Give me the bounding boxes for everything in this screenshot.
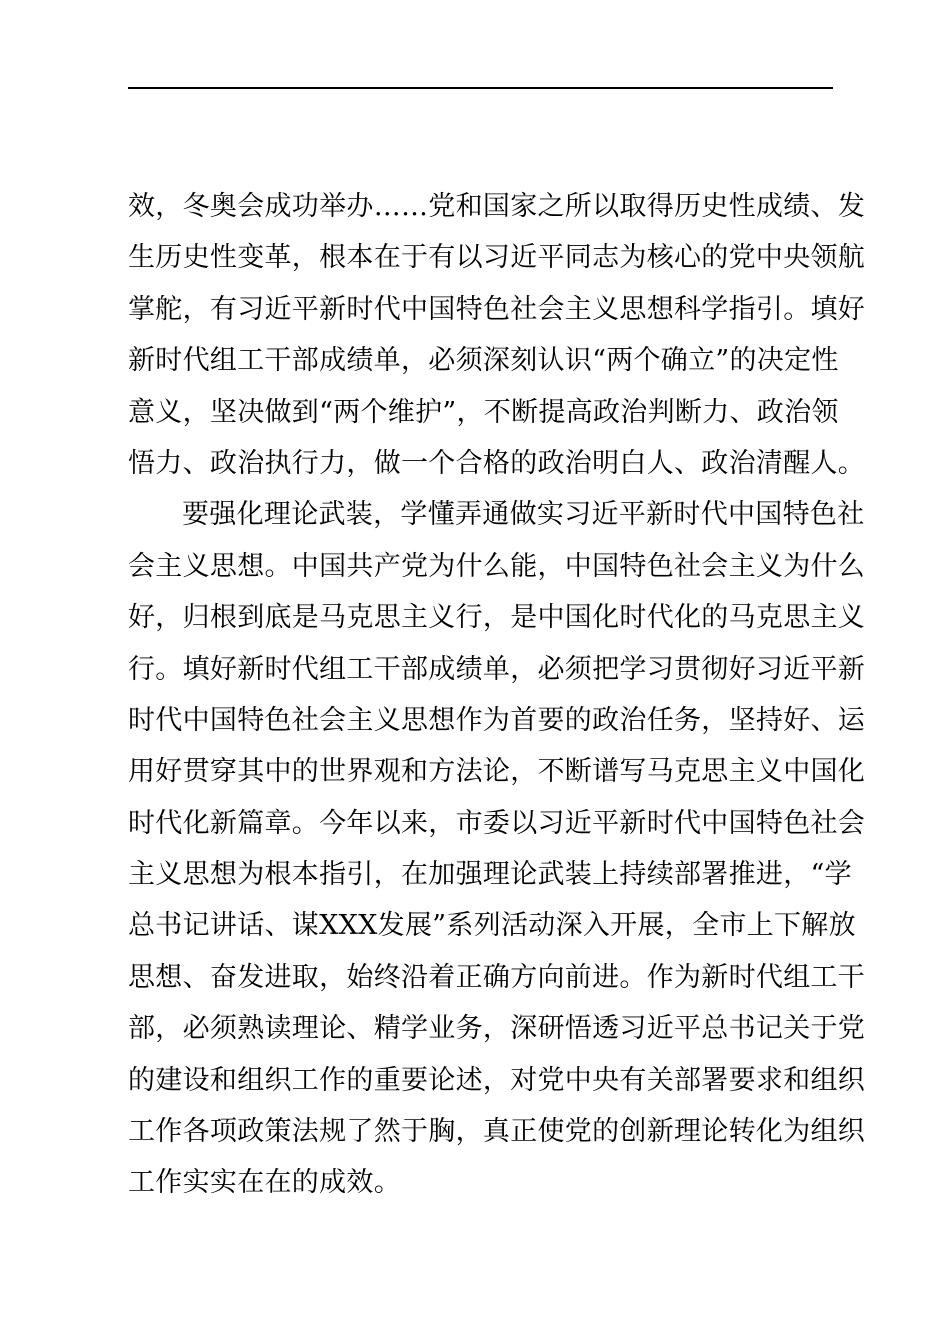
paragraph-first-line: 要强化理论武装，学懂弄通做实习近平新时代中国特色社: [182, 499, 865, 531]
text-line: 新时代组工干部成绩单，必须深刻认识“两个确立”的决定性: [128, 345, 839, 377]
text-line: 掌舵，有习近平新时代中国特色社会主义思想科学指引。填好: [128, 293, 866, 325]
text-line: 部，必须熟读理论、精学业务，深研悟透习近平总书记关于党: [128, 1013, 866, 1045]
text-line: 效，冬奥会成功举办……党和国家之所以取得历史性成绩、发: [128, 191, 866, 222]
text-line: 行。填好新时代组工干部成绩单，必须把学习贯彻好习近平新: [128, 653, 866, 685]
text-line: 会主义思想。中国共产党为什么能，中国特色社会主义为什么: [128, 550, 866, 582]
text-line: 用好贯穿其中的世界观和方法论，不断谱写马克思主义中国化: [128, 756, 866, 788]
text-line: 主义思想为根本指引，在加强理论武装上持续部署推进，“学: [128, 859, 852, 891]
text-line: 工作各项政策法规了然于胸，真正使党的创新理论转化为组织: [128, 1116, 866, 1148]
text-line: 好，归根到底是马克思主义行，是中国化时代化的马克思主义: [128, 602, 866, 634]
body-text: [128, 181, 866, 1209]
header-rule: [128, 87, 833, 89]
text-line: 生历史性变革，根本在于有以习近平同志为核心的党中央领航: [128, 242, 866, 274]
text-line: 时代化新篇章。今年以来，市委以习近平新时代中国特色社会: [128, 807, 866, 839]
text-line: 悟力、政治执行力，做一个合格的政治明白人、政治清醒人。: [128, 447, 866, 479]
text-line: 的建设和组织工作的重要论述，对党中央有关部署要求和组织: [128, 1064, 866, 1096]
text-line: 时代中国特色社会主义思想作为首要的政治任务，坚持好、运: [128, 704, 866, 736]
text-line: 总书记讲话、谋XXX发展”系列活动深入开展，全市上下解放: [128, 910, 856, 942]
text-line: 思想、奋发进取，始终沿着正确方向前进。作为新时代组工干: [128, 961, 866, 993]
text-line: 意义，坚决做到“两个维护”，不断提高政治判断力、政治领: [128, 396, 839, 428]
text-line: 工作实实在在的成效。: [128, 1167, 401, 1199]
